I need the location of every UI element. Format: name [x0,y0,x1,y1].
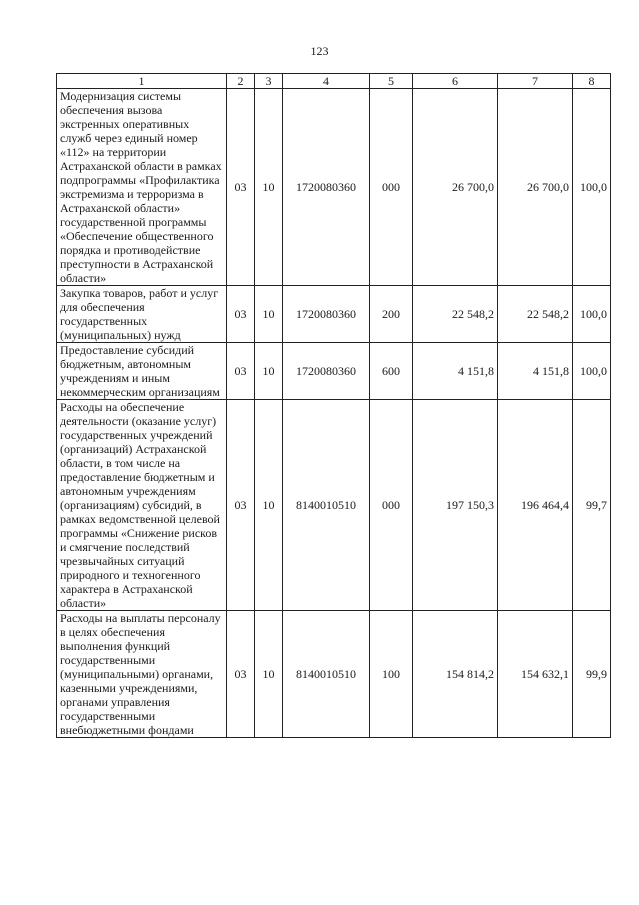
row-percent: 99,7 [573,400,611,611]
budget-execution-table [56,73,611,738]
column-header: 3 [255,74,283,89]
row-planned-amount: 197 150,3 [413,400,498,611]
column-header: 8 [573,74,611,89]
table-row [57,286,611,343]
column-header: 7 [498,74,573,89]
row-target-code: 1720080360 [283,286,370,343]
row-subsection: 10 [255,400,283,611]
row-description: Расходы на обеспечение деятельности (оказание услуг) государственных учреждений (организаций) Астраханской области, в том числе на предоставление бюджетным и автономным учреждениям (организациям) субсидий, в рамках ведомственной целевой программы «Снижение рисков и смягчение последствий чрезвычайных ситуаций природного и техногенного характера в Астраханской области» [57,400,227,611]
row-percent: 100,0 [573,286,611,343]
row-subsection: 10 [255,286,283,343]
table-row [57,611,611,738]
row-subsection: 10 [255,611,283,738]
row-section: 03 [227,286,255,343]
row-description: Модернизация системы обеспечения вызова экстренных оперативных служб через единый номер «112» на территории Астраханской области в рамках подпрограммы «Профилактика экстремизма и терроризма в Астраханской области» государственной программы «Обеспечение общественного порядка и противодействие преступности в Астраханской области» [57,89,227,286]
row-description: Расходы на выплаты персоналу в целях обеспечения выполнения функций государственными (муниципальными) органами, казенными учреждениями, органами управления государственными внебюджетными фондами [57,611,227,738]
column-header: 2 [227,74,255,89]
row-subsection: 10 [255,89,283,286]
column-header: 5 [370,74,413,89]
row-planned-amount: 4 151,8 [413,343,498,400]
row-percent: 99,9 [573,611,611,738]
row-planned-amount: 154 814,2 [413,611,498,738]
row-actual-amount: 22 548,2 [498,286,573,343]
row-description: Предоставление субсидий бюджетным, автономным учреждениям и иным некоммерческим организациям [57,343,227,400]
row-target-code: 1720080360 [283,343,370,400]
column-header: 6 [413,74,498,89]
row-description: Закупка товаров, работ и услуг для обеспечения государственных (муниципальных) нужд [57,286,227,343]
page-number: 123 [310,44,329,58]
row-expense-type: 000 [370,400,413,611]
row-target-code: 8140010510 [283,611,370,738]
row-subsection: 10 [255,343,283,400]
row-target-code: 1720080360 [283,89,370,286]
table-row [57,400,611,611]
row-percent: 100,0 [573,89,611,286]
table-row [57,89,611,286]
row-target-code: 8140010510 [283,400,370,611]
row-actual-amount: 4 151,8 [498,343,573,400]
row-actual-amount: 26 700,0 [498,89,573,286]
row-actual-amount: 154 632,1 [498,611,573,738]
table-row [57,343,611,400]
row-expense-type: 600 [370,343,413,400]
header-row [57,74,611,89]
row-section: 03 [227,89,255,286]
column-header: 4 [283,74,370,89]
row-planned-amount: 26 700,0 [413,89,498,286]
row-percent: 100,0 [573,343,611,400]
row-section: 03 [227,343,255,400]
row-actual-amount: 196 464,4 [498,400,573,611]
row-planned-amount: 22 548,2 [413,286,498,343]
row-expense-type: 000 [370,89,413,286]
row-section: 03 [227,611,255,738]
row-expense-type: 200 [370,286,413,343]
column-header: 1 [57,74,227,89]
row-expense-type: 100 [370,611,413,738]
row-section: 03 [227,400,255,611]
